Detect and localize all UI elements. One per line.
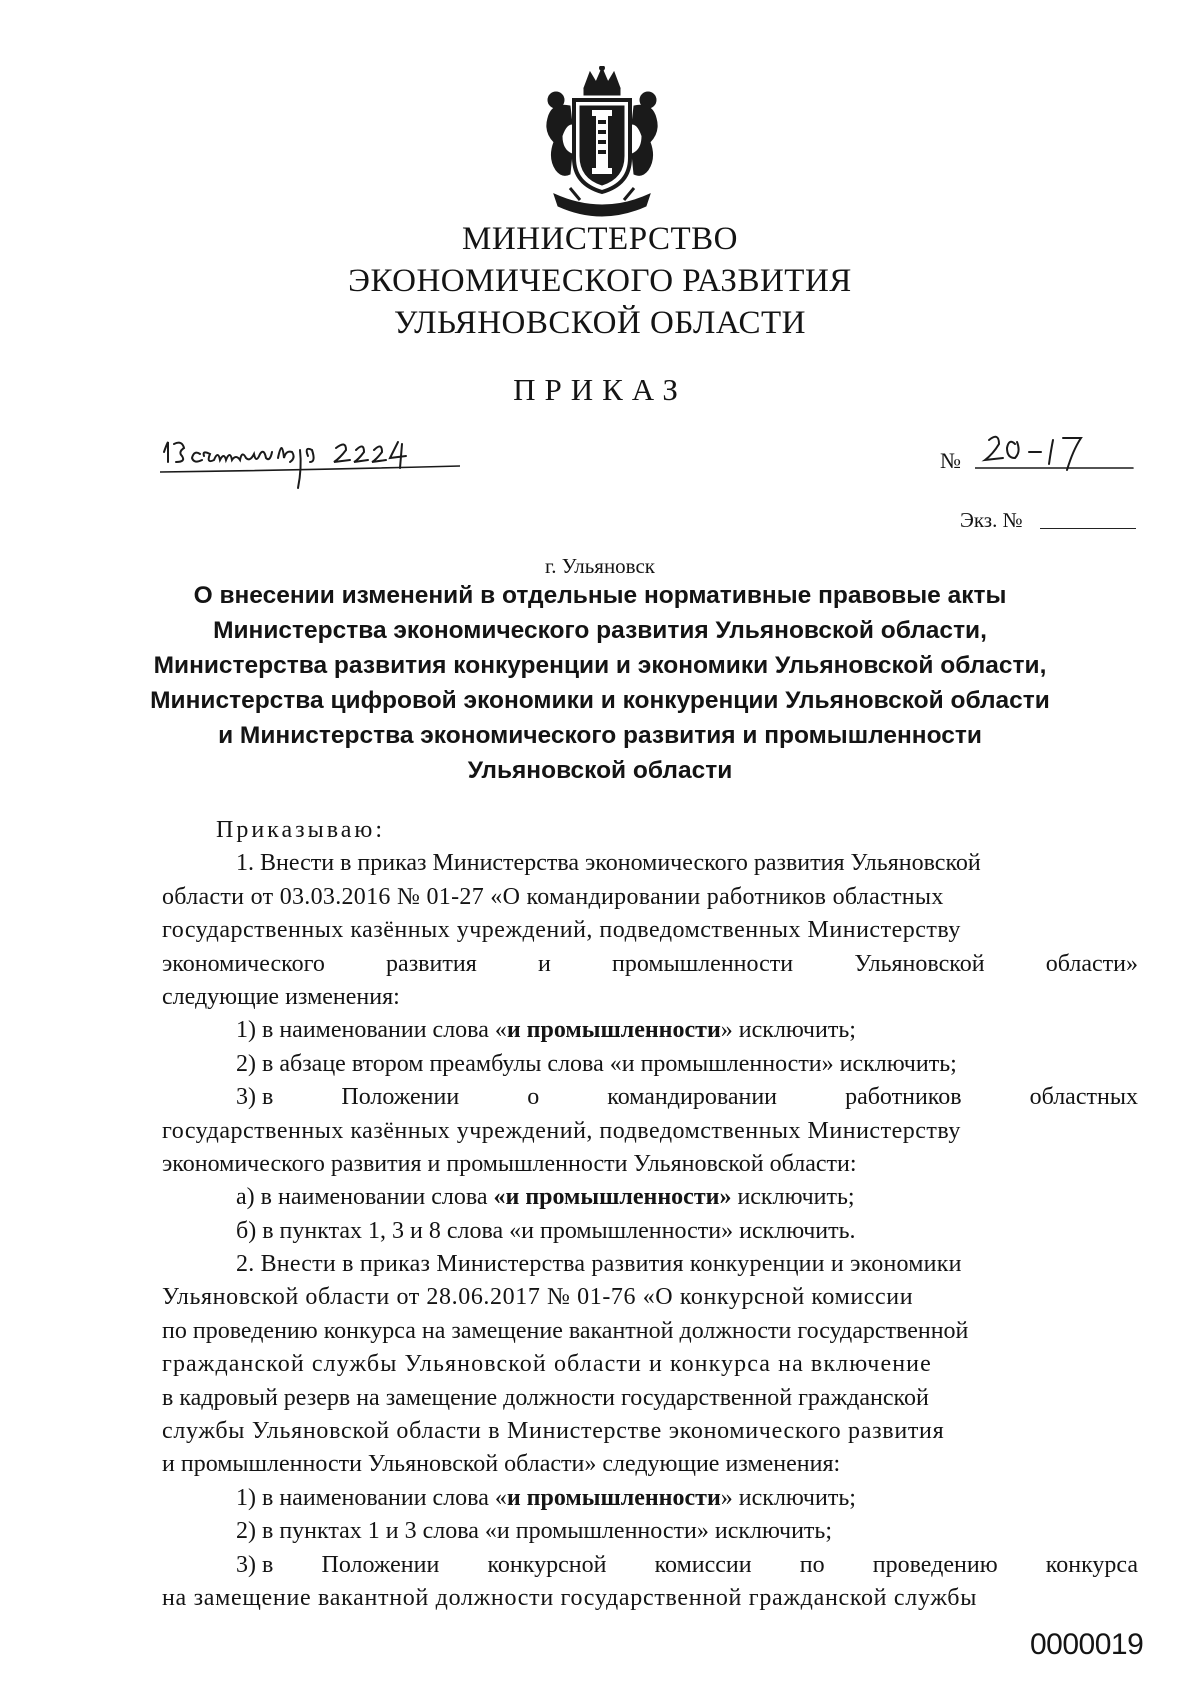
paragraph-line: гражданской службы Ульяновской области и конкурса на включение (162, 1351, 932, 1378)
list-item: 1) в наименовании слова «и промышленности» исключить; (236, 1017, 856, 1044)
word: командировании (607, 1084, 778, 1111)
list-item: а) в наименовании слова «и промышленности» исключить; (236, 1184, 855, 1211)
list-item (162, 1081, 1138, 1114)
paragraph-line: по проведению конкурса на замещение вакантной должности государственной (162, 1317, 969, 1344)
number-label: № (940, 448, 961, 473)
number-text (975, 430, 977, 431)
copy-number-label: Экз. № (960, 508, 1023, 532)
word: проведению (872, 1551, 998, 1578)
paragraph-line: экономического развития и промышленности Ульяновской области: (162, 1150, 857, 1177)
paragraph-line: Ульяновской области от 28.06.2017 № 01-76 «О конкурсной комиссии (162, 1284, 914, 1311)
paragraph-line: и промышленности Ульяновской области» следующие изменения: (162, 1451, 841, 1478)
word: комиссии (654, 1551, 752, 1578)
ministry-line: ЭКОНОМИЧЕСКОГО РАЗВИТИЯ (348, 263, 852, 299)
word: о (527, 1084, 540, 1111)
handwritten-date (160, 428, 460, 492)
list-item: 2) в абзаце втором преамбулы слова «и промышленности» исключить; (236, 1050, 957, 1077)
title-line: Министерства развития конкуренции и экономики Ульяновской области, (153, 652, 1047, 679)
title-line: и Министерства экономического развития и промышленности (218, 722, 982, 749)
word: работников (845, 1084, 962, 1111)
paragraph-line: на замещение вакантной должности государственной гражданской службы (162, 1584, 978, 1611)
copy-number-line (1040, 528, 1136, 529)
word: промышленности (612, 950, 794, 977)
city: г. Ульяновск (544, 554, 655, 578)
paragraph-line (162, 948, 1138, 981)
list-item (162, 1549, 1138, 1582)
list-item: 2) в пунктах 1 и 3 слова «и промышленности» исключить; (236, 1518, 833, 1545)
document-body (162, 814, 1138, 1615)
word: конкурсной (487, 1551, 607, 1578)
list-item: б) в пунктах 1, 3 и 8 слова «и промышленности» исключить. (236, 1217, 856, 1244)
word: Положении (321, 1551, 440, 1578)
word: по (799, 1551, 825, 1578)
word: Ульяновской (854, 950, 985, 977)
paragraph-line: в кадровый резерв на замещение должности государственной гражданской (162, 1384, 929, 1411)
title-line: Министерства экономического развития Ульяновской области, (213, 617, 987, 644)
word: области» (1045, 950, 1138, 977)
paragraph-line: государственных казённых учреждений, подведомственных Министерству (162, 1117, 961, 1144)
paragraph-line: государственных казённых учреждений, подведомственных Министерству (162, 917, 961, 944)
paragraph-line: области от 03.03.2016 № 01-27 «О командировании работников областных (162, 883, 944, 910)
word: Положении (341, 1084, 460, 1111)
paragraph-line: 1. Внести в приказ Министерства экономического развития Ульяновской (236, 850, 981, 877)
word: 3) в (236, 1551, 274, 1578)
ministry-line: МИНИСТЕРСТВО (462, 221, 738, 257)
word: конкурса (1045, 1551, 1138, 1578)
word: и (537, 950, 551, 977)
paragraph-line: следующие изменения: (162, 983, 400, 1010)
paragraph-line: службы Ульяновской области в Министерстве экономического развития (162, 1418, 945, 1445)
page-code: 0000019 (1030, 1628, 1144, 1661)
document-type-heading: ПРИКАЗ (513, 372, 687, 407)
title-line: Ульяновской области (467, 757, 733, 784)
order-word: Приказываю: (216, 817, 385, 843)
title-line: О внесении изменений в отдельные нормативные правовые акты (193, 582, 1007, 609)
ulyanovsk-region-coat-of-arms-icon (540, 66, 664, 226)
paragraph-line: 2. Внести в приказ Министерства развития конкуренции и экономики (236, 1251, 962, 1278)
word: развития (386, 950, 477, 977)
handwritten-number (975, 430, 1135, 478)
word: экономического (162, 950, 325, 977)
word: областных (1029, 1084, 1138, 1111)
list-item: 1) в наименовании слова «и промышленности» исключить; (236, 1484, 856, 1511)
word: 3) в (236, 1084, 274, 1111)
ministry-line: УЛЬЯНОВСКОЙ ОБЛАСТИ (393, 305, 807, 341)
date-text (160, 0, 167, 1)
document-title (0, 578, 1200, 788)
title-line: Министерства цифровой экономики и конкуренции Ульяновской области (150, 687, 1050, 714)
ministry-name (0, 218, 1200, 344)
